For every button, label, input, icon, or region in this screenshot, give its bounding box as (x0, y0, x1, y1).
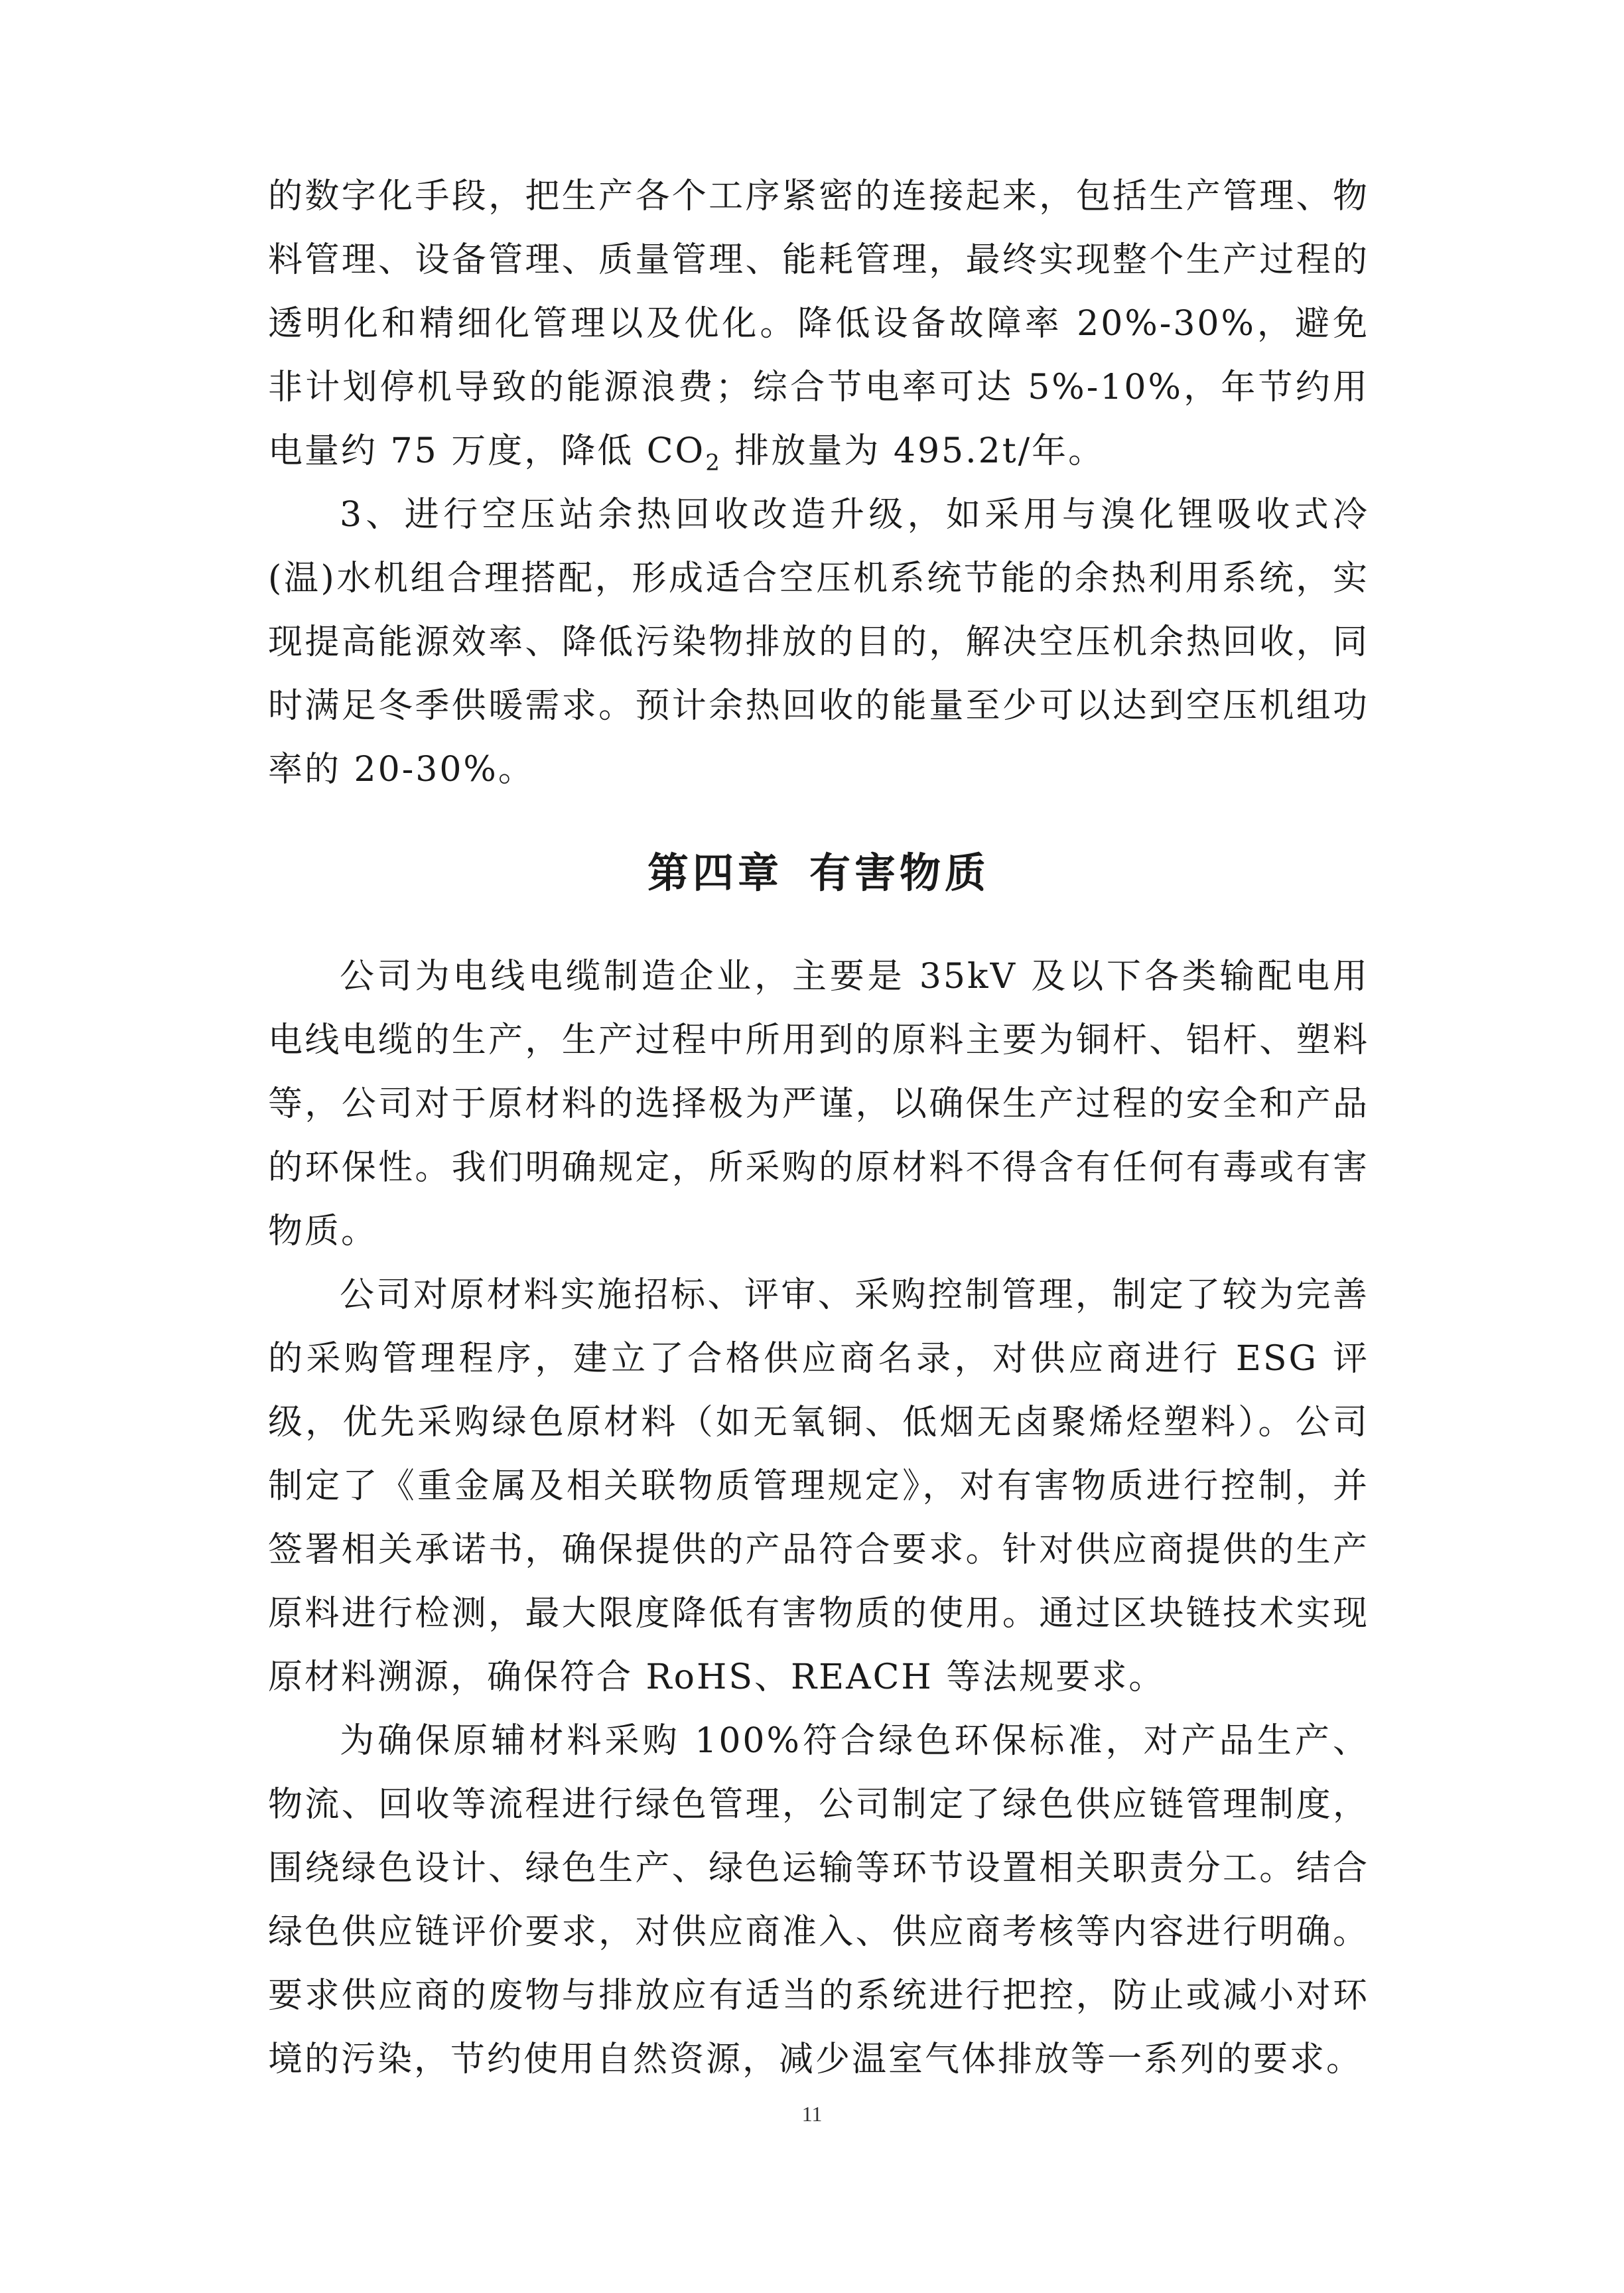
paragraph-digital-management (268, 165, 1369, 483)
paragraph-text-tail: 排放量为 495.2t/年。 (721, 431, 1105, 471)
paragraph-company-overview: 公司为电线电缆制造企业，主要是 35kV 及以下各类输配电用电线电缆的生产，生产过程中所用到的原料主要为铜杆、铝杆、塑料等，公司对于原材料的选择极为严谨，以确保生产过程的安全和产品的环保性。我们明确规定，所采购的原材料不得含有任何有毒或有害物质。 (268, 957, 1369, 1251)
paragraph-green-supply-chain: 为确保原辅材料采购 100%符合绿色环保标准，对产品生产、物流、回收等流程进行绿色管理，公司制定了绿色供应链管理制度，围绕绿色设计、绿色生产、绿色运输等环节设置相关职责分工。结合绿色供应链评价要求，对供应商准入、供应商考核等内容进行明确。要求供应商的废物与排放应有适当的系统进行把控，防止或减小对环境的污染，节约使用自然资源，减少温室气体排放等一系列的要求。 (268, 1721, 1369, 2079)
page-body (268, 165, 1369, 2091)
page-number: 11 (801, 2102, 823, 2126)
paragraph-waste-heat-recovery: 3、进行空压站余热回收改造升级，如采用与溴化锂吸收式冷(温)水机组合理搭配，形成适合空压机系统节能的余热利用系统，实现提高能源效率、降低污染物排放的目的，解决空压机余热回收，同时满足冬季供暖需求。预计余热回收的能量至少可以达到空压机组功率的 20-30%。 (268, 495, 1369, 790)
chapter-title: 有害物质 (809, 849, 990, 897)
chapter-number: 第四章 (647, 849, 783, 897)
chapter-heading (268, 841, 1369, 905)
paragraph-procurement-control: 公司对原材料实施招标、评审、采购控制管理，制定了较为完善的采购管理程序，建立了合格供应商名录，对供应商进行 ESG 评级，优先采购绿色原材料（如无氧铜、低烟无卤聚烯烃塑料）。公司制定了《重金属及相关联物质管理规定》，对有害物质进行控制，并签署相关承诺书，确保提供的产品符合要求。针对供应商提供的生产原料进行检测，最大限度降低有害物质的使用。通过区块链技术实现原材料溯源，确保符合 RoHS、REACH 等法规要求。 (268, 1275, 1369, 1697)
co2-subscript: 2 (705, 449, 722, 476)
paragraph-text: 的数字化手段，把生产各个工序紧密的连接起来，包括生产管理、物料管理、设备管理、质量管理、能耗管理，最终实现整个生产过程的透明化和精细化管理以及优化。降低设备故障率 20%-30%，避免非计划停机导致的能源浪费；综合节电率可达 5%-10%，年节约用电量约 75 万度，降低 CO (268, 176, 1369, 471)
